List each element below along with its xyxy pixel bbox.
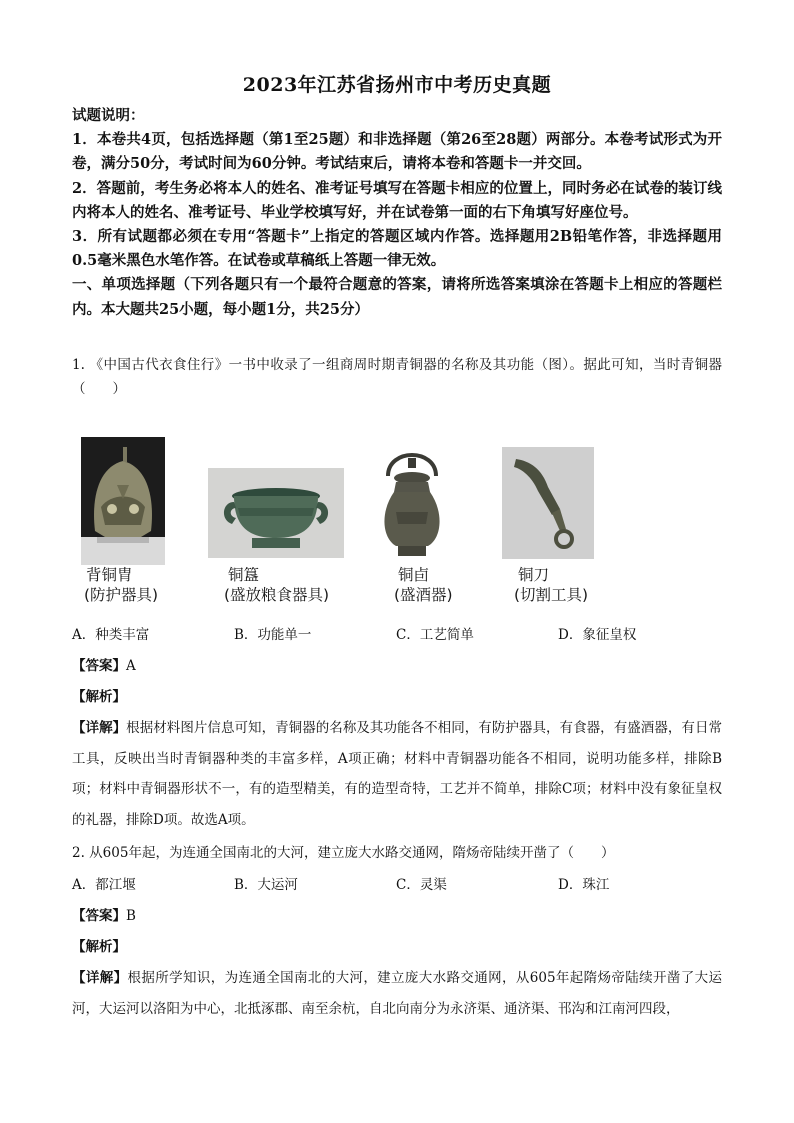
q2-detail (72, 963, 722, 1024)
q1-option-d: D．象征皇权 (558, 627, 637, 643)
bronze-ware-figure (78, 432, 698, 610)
q2-detail-label: 【详解】 (72, 970, 128, 986)
q2-answer-label: 【答案】 (72, 908, 126, 924)
q1-detail (72, 713, 722, 835)
q1-answer-value: A (126, 658, 136, 674)
q1-answer (72, 654, 136, 678)
caption-knife-name: 铜刀 (518, 566, 550, 584)
q2-option-b: B．大运河 (234, 877, 298, 893)
question-2-stem: 2. 从605年起，为连通全国南北的大河，建立庞大水路交通网，隋炀帝陆续开凿了（ ） (72, 845, 615, 861)
q2-answer-value: B (126, 908, 136, 924)
caption-helmet-name: 背铜胄 (86, 566, 133, 584)
caption-you-name: 铜卣 (398, 566, 430, 584)
caption-gui-func: (盛放粮食器具) (224, 586, 330, 604)
bronze-gui-photo (208, 468, 344, 558)
q1-answer-label: 【答案】 (72, 658, 126, 674)
question-1-options (72, 623, 722, 647)
q2-answer (72, 904, 136, 928)
bronze-helmet-photo (81, 437, 165, 565)
instruction-item-3: 3．所有试题都必须在专用“答题卡”上指定的答题区域内作答。选择题用2B铅笔作答，非选择题用0.5毫米黑色水笔作答。在试卷或草稿纸上答题一律无效。 (72, 228, 722, 270)
q1-option-b: B．功能单一 (234, 627, 312, 643)
q1-option-a: A．种类丰富 (72, 627, 150, 643)
caption-you-func: (盛酒器) (394, 586, 453, 604)
instruction-item-1: 1．本卷共4页，包括选择题（第1至25题）和非选择题（第26至28题）两部分。本卷考试形式为开卷，满分50分，考试时间为60分钟。考试结束后，请将本卷和答题卡一并交回。 (72, 131, 722, 173)
q2-option-c: C．灵渠 (396, 877, 447, 893)
q2-option-d: D．珠江 (558, 877, 610, 893)
q1-detail-text: 根据材料图片信息可知，青铜器的名称及其功能各不相同，有防护器具，有食器，有盛酒器，有日常工具，反映出当时青铜器种类的丰富多样，A项正确；材料中青铜器功能各不相同，说明功能多样，排除B项；材料中青铜器形状不一，有的造型精美，有的造型奇特，工艺并不简单，排除C项；材料中没有象征皇权的礼器，排除D项。故选A项。 (72, 720, 723, 828)
q2-option-a: A．都江堰 (72, 877, 136, 893)
question-2-options (72, 873, 722, 897)
q1-detail-label: 【详解】 (72, 720, 127, 736)
instructions-heading: 试题说明： (72, 107, 145, 124)
caption-knife-func: (切割工具) (514, 586, 589, 604)
q1-option-c: C．工艺简单 (396, 627, 474, 643)
instructions-block (72, 104, 722, 322)
page-title: 2023年江苏省扬州市中考历史真题 (242, 74, 552, 96)
section-heading: 一、单项选择题（下列各题只有一个最符合题意的答案，请将所选答案填涂在答题卡上相应的答题栏内。本大题共25小题，每小题1分，共25分） (72, 276, 722, 318)
q2-analysis (72, 935, 126, 959)
q1-analysis (72, 685, 126, 709)
q2-analysis-label: 【解析】 (72, 939, 126, 955)
bronze-knife-photo (502, 447, 594, 559)
caption-gui-name: 铜簋 (228, 566, 260, 584)
instruction-item-2: 2．答题前，考生务必将本人的姓名、准考证号填写在答题卡相应的位置上，同时务必在试卷的装订线内将本人的姓名、准考证号、毕业学校填写好，并在试卷第一面的右下角填写好座位号。 (72, 179, 722, 221)
question-1-stem: 1. 《中国古代衣食住行》一书中收录了一组商周时期青铜器的名称及其功能（图）。据此可知，当时青铜器（ ） (72, 357, 722, 397)
q2-detail-text: 根据所学知识，为连通全国南北的大河，建立庞大水路交通网，从605年起隋炀帝陆续开凿了大运河，大运河以洛阳为中心，北抵涿郡、南至余杭，自北向南分为永济渠、通济渠、邗沟和江南河四段， (72, 970, 722, 1017)
bronze-you-photo (374, 442, 450, 562)
caption-helmet-func: (防护器具) (84, 586, 159, 604)
q1-analysis-label: 【解析】 (72, 689, 126, 705)
